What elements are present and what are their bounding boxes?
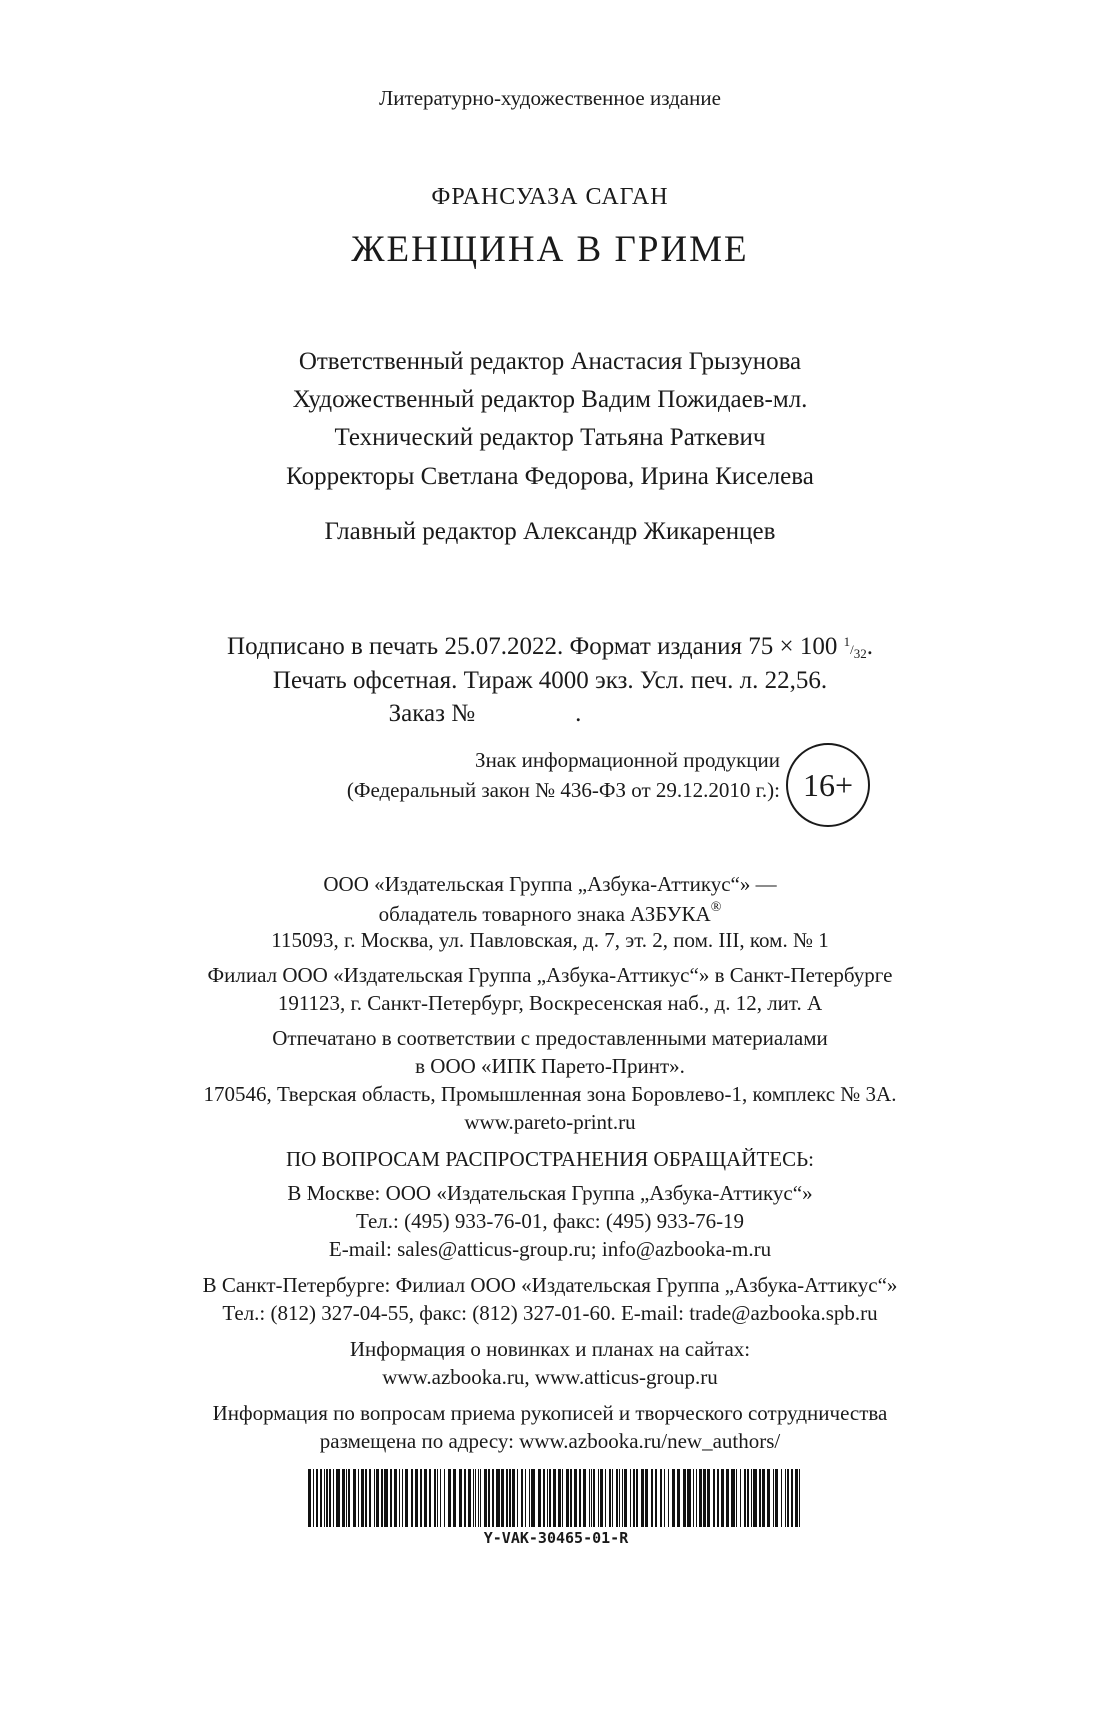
barcode-bar (787, 1469, 789, 1527)
barcode-bar (609, 1469, 611, 1527)
barcode-bar (753, 1469, 757, 1527)
barcode-bar (521, 1469, 523, 1527)
barcode-bar (731, 1469, 735, 1527)
barcode-bar (683, 1469, 686, 1527)
barcode-bar (775, 1469, 778, 1527)
print-signed-line (0, 633, 1100, 662)
barcode-code: Y-VAK-30465-01-R (483, 1529, 629, 1547)
barcode-bar (324, 1469, 325, 1527)
barcode-bar (547, 1469, 548, 1527)
barcode-bar (326, 1469, 328, 1527)
barcode-bar (424, 1469, 427, 1527)
info-websites: www.azbooka.ru, www.atticus-group.ru (382, 1365, 718, 1389)
barcode-bar (549, 1469, 551, 1527)
barcode-bar (531, 1469, 535, 1527)
age-rating-badge: 16+ (786, 743, 870, 827)
branch-name: Филиал ООО «Издательская Группа „Азбука-Аттикус“» в Санкт-Петербурге (207, 963, 893, 987)
barcode-bar (506, 1469, 508, 1527)
barcode-bar (660, 1469, 662, 1527)
barcode-bar (791, 1469, 793, 1527)
barcode-bar (529, 1469, 530, 1527)
barcode-bar (517, 1469, 518, 1527)
credit-tech-editor: Технический редактор Татьяна Раткевич (334, 424, 766, 451)
branch-address: 191123, г. Санкт-Петербург, Воскресенская наб., д. 12, лит. А (277, 991, 823, 1015)
barcode-bar (336, 1469, 340, 1527)
barcode-bar (781, 1469, 782, 1527)
barcode-bar (593, 1469, 595, 1527)
barcode-bar (677, 1469, 680, 1527)
barcode-bar (320, 1469, 322, 1527)
print-signed-text: Подписано в печать 25.07.2022. Формат издания 75 × 100 (227, 633, 838, 660)
distribution-spb-contacts: Тел.: (812) 327-04-55, факс: (812) 327-01-60. E-mail: trade@azbooka.spb.ru (222, 1301, 878, 1325)
barcode-bar (721, 1469, 724, 1527)
barcode-bar (316, 1469, 318, 1527)
barcode-bar (501, 1469, 504, 1527)
barcode-bar (664, 1469, 665, 1527)
barcode-bar (374, 1469, 375, 1527)
format-numerator: 1 (843, 634, 851, 649)
barcode-bar (459, 1469, 462, 1527)
registered-mark: ® (710, 900, 722, 915)
barcode-bar (744, 1469, 746, 1527)
barcode-bar (717, 1469, 719, 1527)
barcode-bar (381, 1469, 383, 1527)
barcode-bar (478, 1469, 479, 1527)
barcode-bar (751, 1469, 752, 1527)
distribution-moscow: В Москве: ООО «Издательская Группа „Азбука-Аттикус“» (287, 1181, 813, 1205)
barcode-bar (655, 1469, 657, 1527)
book-title: ЖЕНЩИНА В ГРИМЕ (351, 229, 749, 270)
barcode-bar (699, 1469, 702, 1527)
barcode-bar (633, 1469, 635, 1527)
barcode-bar (785, 1469, 786, 1527)
barcode-bar (473, 1469, 474, 1527)
barcode-bar (411, 1469, 413, 1527)
credit-editor: Ответственный редактор Анастасия Грызунова (298, 348, 802, 375)
order-number-line (0, 700, 1100, 728)
barcode-bar (342, 1469, 345, 1527)
barcode-bar (759, 1469, 761, 1527)
barcode-bar (440, 1469, 441, 1527)
barcode-bar (747, 1469, 749, 1527)
printer-line1: Отпечатано в соответствии с предоставленными материалами (272, 1026, 828, 1050)
barcode-bar (415, 1469, 418, 1527)
barcode-bar (713, 1469, 715, 1527)
barcode-bar (468, 1469, 471, 1527)
publisher-name: ООО «Издательская Группа „Азбука-Аттикус“» — (323, 872, 777, 896)
barcode-bar (361, 1469, 364, 1527)
order-label: Заказ № (388, 700, 476, 727)
barcode-bar (795, 1469, 798, 1527)
barcode-bar (376, 1469, 379, 1527)
barcode-bar (645, 1469, 648, 1527)
format-slash: / (850, 642, 854, 657)
age-rating-law: (Федеральный закон № 436-ФЗ от 29.12.2010 г.): (346, 778, 780, 802)
barcode-bar (767, 1469, 770, 1527)
barcode-bar (574, 1469, 577, 1527)
publisher-address: 115093, г. Москва, ул. Павловская, д. 7, эт. 2, пом. III, ком. № 1 (271, 928, 829, 952)
barcode-bar (696, 1469, 697, 1527)
barcode-bar (589, 1469, 590, 1527)
barcode-bar (579, 1469, 581, 1527)
barcode-bar (358, 1469, 359, 1527)
barcode-bar (333, 1469, 334, 1527)
barcode-bar (636, 1469, 638, 1527)
distribution-spb: В Санкт-Петербурге: Филиал ООО «Издательская Группа „Азбука-Аттикус“» (202, 1273, 898, 1297)
barcode-bar (405, 1469, 408, 1527)
age-rating-label-line1: Знак информационной продукции (475, 748, 780, 772)
barcode-bar (740, 1469, 741, 1527)
barcode-bar (509, 1469, 511, 1527)
barcode-bar (583, 1469, 586, 1527)
publisher-trademark: обладатель товарного знака АЗБУКА (378, 902, 711, 926)
barcode-bar (496, 1469, 500, 1527)
book-author: ФРАНСУАЗА САГАН (431, 184, 669, 210)
barcode-bar (444, 1469, 445, 1527)
barcode-bar (434, 1469, 436, 1527)
edition-type: Литературно-художественное издание (379, 86, 721, 110)
barcode-bar (420, 1469, 422, 1527)
barcode-bar (399, 1469, 400, 1527)
barcode-bar (566, 1469, 569, 1527)
barcode-bar (492, 1469, 494, 1527)
barcode-bar (448, 1469, 451, 1527)
barcode-bar (668, 1469, 669, 1527)
barcode-bar (726, 1469, 729, 1527)
barcode-bar (308, 1469, 311, 1527)
credit-proofreaders: Корректоры Светлана Федорова, Ирина Киселева (286, 463, 814, 490)
barcode-bar (616, 1469, 618, 1527)
info-news-line: Информация о новинках и планах на сайтах: (349, 1337, 751, 1361)
barcode-bar (369, 1469, 371, 1527)
barcode-bar (612, 1469, 613, 1527)
barcode-bar (384, 1469, 388, 1527)
barcode-bar (390, 1469, 392, 1527)
barcode-bar (707, 1469, 710, 1527)
barcode-bar (512, 1469, 515, 1527)
distribution-moscow-email: E-mail: sales@atticus-group.ru; info@azbooka-m.ru (328, 1237, 772, 1261)
barcode-bar (570, 1469, 572, 1527)
barcode-bar (605, 1469, 606, 1527)
barcode-bar (619, 1469, 620, 1527)
publisher-trademark-line (0, 900, 1100, 927)
barcode-bar (703, 1469, 706, 1527)
info-manuscripts-line2: размещена по адресу: www.azbooka.ru/new_authors/ (319, 1429, 781, 1453)
barcode-bar (488, 1469, 490, 1527)
barcode-bar (672, 1469, 675, 1527)
barcode-bar (346, 1469, 347, 1527)
barcode-bar (553, 1469, 556, 1527)
credit-art-editor: Художественный редактор Вадим Пожидаев-мл. (292, 386, 808, 413)
barcode-bar (313, 1469, 314, 1527)
barcode-bar (558, 1469, 561, 1527)
barcode-bar (475, 1469, 476, 1527)
barcode-bar (687, 1469, 691, 1527)
barcode-bar (353, 1469, 356, 1527)
format-denominator: 32 (853, 646, 867, 661)
barcode-bar (402, 1469, 403, 1527)
barcode-bar (651, 1469, 653, 1527)
barcode-bar (600, 1469, 603, 1527)
credit-chief-editor: Главный редактор Александр Жикаренцев (324, 518, 776, 545)
barcode-bar (437, 1469, 438, 1527)
barcode-bar (622, 1469, 623, 1527)
barcode-bar (641, 1469, 644, 1527)
barcode-bar (429, 1469, 431, 1527)
distribution-moscow-phone: Тел.: (495) 933-76-01, факс: (495) 933-76-19 (355, 1209, 745, 1233)
barcode-bar (624, 1469, 627, 1527)
barcode-bar (453, 1469, 456, 1527)
format-fraction (843, 634, 867, 661)
print-details: Печать офсетная. Тираж 4000 экз. Усл. печ. л. 22,56. (272, 667, 828, 694)
barcode-bar (773, 1469, 774, 1527)
age-rating-label (200, 745, 780, 805)
barcode-bar (762, 1469, 765, 1527)
print-signed-end: . (866, 633, 873, 660)
barcode-bar (348, 1469, 350, 1527)
info-manuscripts-line1: Информация по вопросам приема рукописей и творческого сотрудничества (212, 1401, 888, 1425)
barcode-bar (598, 1469, 599, 1527)
barcode-bar (484, 1469, 487, 1527)
printer-address: 170546, Тверская область, Промышленная зона Боровлево-1, комплекс № 3А. (203, 1082, 897, 1106)
barcode-bar (525, 1469, 526, 1527)
barcode-bar (799, 1469, 800, 1527)
barcode-bar (480, 1469, 481, 1527)
barcode-bar (464, 1469, 466, 1527)
printer-line2: в ООО «ИПК Парето-Принт». (415, 1054, 685, 1078)
barcode-bar (562, 1469, 563, 1527)
barcode-bar (630, 1469, 631, 1527)
order-end: . (575, 700, 582, 727)
barcode-bar (538, 1469, 541, 1527)
barcode-bar (736, 1469, 737, 1527)
printer-website: www.pareto-print.ru (464, 1110, 636, 1134)
barcode-bar (394, 1469, 397, 1527)
barcode-bar (329, 1469, 331, 1527)
barcode-bar (365, 1469, 367, 1527)
distribution-heading: ПО ВОПРОСАМ РАСПРОСТРАНЕНИЯ ОБРАЩАЙТЕСЬ: (286, 1147, 814, 1171)
barcode-image (306, 1469, 806, 1527)
barcode-bar (543, 1469, 545, 1527)
barcode-bar (693, 1469, 694, 1527)
barcode-bar (591, 1469, 592, 1527)
